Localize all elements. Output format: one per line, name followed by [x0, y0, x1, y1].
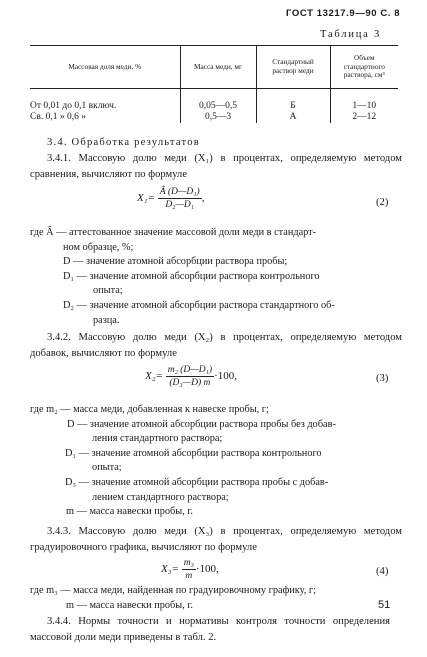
paragraph-3-4-3: 3.4.3. Массовую долю меди (X₃) в процентах, определяемую методом градуировочного графика, вычисляют по формуле [30, 526, 402, 553]
definitions-formula-4 [30, 584, 404, 613]
formula-fraction [182, 558, 196, 581]
definition-line: D₁ — значение атомной абсорбции раствора контрольного [65, 447, 322, 459]
formula-4 [161, 558, 219, 581]
page-number: 51 [378, 599, 391, 611]
formula-numerator: m₃ [183, 558, 194, 568]
table-cell: 0,5—3 [180, 112, 256, 123]
paragraph-3-4-1: 3.4.1. Массовую долю меди (X₁) в процентах, определяемую методом сравнения, вычисляют по формуле [30, 153, 402, 180]
data-table [30, 45, 398, 123]
formula-3 [145, 365, 237, 388]
table-cell: 2—12 [330, 112, 398, 123]
definition-line: опыта; [92, 462, 122, 474]
definition-line: ления стандартного раствора; [92, 433, 223, 445]
column-header: Массовая доля меди, % [30, 46, 180, 89]
definition-line: D — значение атомной абсорбции раствора пробы без добав- [67, 418, 336, 430]
formula-fraction [158, 187, 202, 210]
definition-line: разца. [93, 314, 120, 326]
equation-number: (3) [376, 373, 389, 384]
paragraph-3-4-4: 3.4.4. Нормы точности и нормативы контроля точности определения массовой доли меди приведены в табл. 2. [30, 616, 390, 643]
formula-lhs: X₂= [145, 370, 163, 383]
table-cell: От 0,01 до 0,1 включ. [30, 101, 117, 111]
formula-numerator: Â (D—D₁) [159, 187, 200, 197]
formula-numerator: m₂ (D—D₁) [167, 365, 213, 375]
definition-line: D — значение атомной абсорбции раствора пробы; [63, 256, 288, 268]
formula-denominator: m [185, 571, 193, 581]
formula-tail: ·100, [214, 370, 237, 383]
definition-line: D₃ — значение атомной абсорбции раствора пробы с добав- [65, 476, 329, 488]
definition-line: m — масса навески пробы, г. [66, 599, 193, 611]
definition-line: где Â — аттестованное значение массовой доли меди в стандарт- [30, 227, 317, 238]
formula-tail: ·100, [195, 563, 219, 576]
formula-denominator: D₂—D₁ [165, 200, 195, 210]
column-header: Стандартный раствор меди [256, 46, 330, 89]
formula-tail: , [201, 192, 205, 205]
column-header: Объем стандартного раствора, см³ [330, 46, 398, 89]
definition-line: m — масса навески пробы, г. [66, 506, 193, 518]
table-row [30, 89, 398, 113]
definition-line: где m₃ — масса меди, найденная по градуировочному графику, г; [30, 585, 316, 596]
table-cell: Б [256, 89, 330, 113]
table-cell: А [256, 112, 330, 123]
column-header: Масса меди, мг [180, 46, 256, 89]
formula-denominator: (D₃—D) m [169, 378, 211, 388]
definition-line: лением стандартного раствора; [92, 491, 229, 503]
definition-line: ном образце, %; [63, 241, 134, 253]
paragraph-3-4-2: 3.4.2. Массовую долю меди (X₂) в процентах, определяемую методом добавок, вычисляют по формуле [30, 332, 402, 359]
section-title: 3.4. Обработка результатов [47, 137, 200, 148]
definitions-formula-3 [30, 403, 404, 520]
definitions-formula-2 [30, 226, 404, 328]
equation-number: (2) [376, 197, 389, 208]
page-header: ГОСТ 13217.9—90 С. 8 [286, 8, 401, 19]
definition-line: D₂ — значение атомной абсорбции раствора стандартного об- [63, 299, 335, 311]
table-caption: Таблица 3 [320, 29, 382, 40]
formula-lhs: X₃= [161, 563, 179, 576]
definition-line: опыта; [93, 285, 123, 297]
table-cell: 0,05—0,5 [180, 89, 256, 113]
equation-number: (4) [376, 566, 389, 577]
definition-line: где m₂ — масса меди, добавленная к навеске пробы, г; [30, 404, 269, 415]
formula-lhs: X₁= [137, 192, 155, 205]
table-cell: Св. 0,1 » 0,6 » [30, 112, 86, 122]
definition-line: D₁ — значение атомной абсорбции раствора контрольного [63, 270, 320, 282]
table-header-row [30, 46, 398, 89]
formula-2 [137, 187, 204, 210]
table-row [30, 112, 398, 123]
formula-fraction [166, 365, 214, 388]
table-cell: 1—10 [330, 89, 398, 113]
